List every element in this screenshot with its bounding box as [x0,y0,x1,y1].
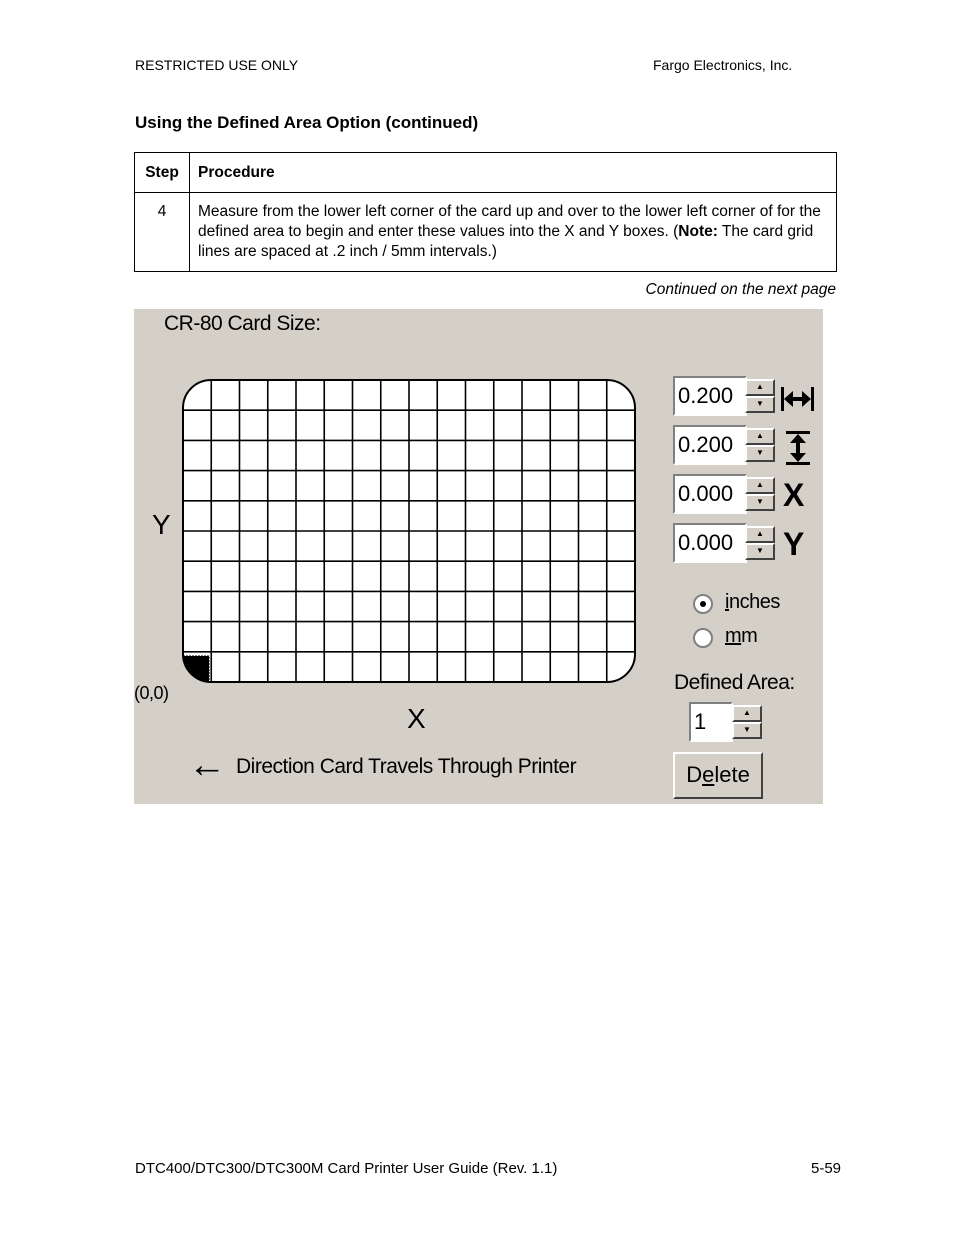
height-input[interactable]: 0.200 [673,425,747,465]
defined-area-dialog [134,309,823,804]
inches-label-post: nches [728,591,780,613]
defined-area-spin-down[interactable]: ▼ [732,722,762,739]
direction-label: Direction Card Travels Through Printer [236,755,577,778]
defined-area-label: Defined Area: [674,671,795,694]
mm-label[interactable] [725,625,757,648]
y-icon: Y [783,526,804,562]
x-icon: X [783,477,804,513]
width-input[interactable]: 0.200 [673,376,747,416]
procedure-text [190,193,837,272]
inches-radio[interactable] [693,594,713,614]
y-spin-up[interactable]: ▲ [745,526,775,543]
y-axis-label: Y [152,509,171,540]
x-spin-down[interactable]: ▼ [745,494,775,511]
section-title: Using the Defined Area Option (continued) [135,113,479,132]
y-field [673,523,775,565]
delete-label-pre: D [686,762,703,787]
width-arrows-icon [780,385,816,413]
footer-left: DTC400/DTC300/DTC300M Card Printer User Guide (Rev. 1.1) [135,1160,558,1177]
procedure-header: Procedure [190,153,837,193]
procedure-table [134,152,837,272]
procedure-text-start: Measure from the lower left corner of the card up and over to the lower left corner of for the defined area to begin and enter these values into the X and Y boxes. ( [198,203,821,240]
step-number: 4 [135,193,190,272]
mm-radio[interactable] [693,628,713,648]
table-row [135,193,837,272]
x-axis-label: X [407,703,426,734]
card-grid[interactable] [134,309,664,709]
height-spin-down[interactable]: ▼ [745,445,775,462]
header-left: RESTRICTED USE ONLY [135,57,299,73]
mm-label-post: m [741,625,758,647]
defined-area-spin-up[interactable]: ▲ [732,705,762,722]
x-field [673,474,775,516]
height-spin-up[interactable]: ▲ [745,428,775,445]
width-field [673,376,775,418]
height-field [673,425,775,467]
header-right: Fargo Electronics, Inc. [653,57,793,73]
origin-label: (0,0) [134,683,169,703]
defined-area-field [689,702,765,744]
width-spin-down[interactable]: ▼ [745,396,775,413]
table-header-row [135,153,837,193]
inches-label[interactable] [725,591,780,614]
inches-accesskey: i [725,591,729,613]
x-input[interactable]: 0.000 [673,474,747,514]
step-header: Step [135,153,190,193]
x-spin-up[interactable]: ▲ [745,477,775,494]
continued-note: Continued on the next page [645,281,836,298]
procedure-text-end: The card grid lines are spaced at .2 inch / 5mm intervals.) [198,223,814,260]
footer-right: 5-59 [811,1160,842,1177]
width-spin-up[interactable]: ▲ [745,379,775,396]
radio-selected-dot [700,601,706,607]
delete-button[interactable] [673,752,763,799]
arrow-left-icon: ← [188,744,226,786]
defined-area-input[interactable]: 1 [689,702,733,742]
y-spin-down[interactable]: ▼ [745,543,775,560]
mm-accesskey: m [725,625,742,647]
delete-label-post: lete [714,762,750,787]
note-label: Note: [678,223,718,240]
height-arrows-icon [784,430,812,466]
delete-accesskey: e [702,762,715,787]
y-input[interactable]: 0.000 [673,523,747,563]
card-size-label: CR-80 Card Size: [164,312,321,335]
